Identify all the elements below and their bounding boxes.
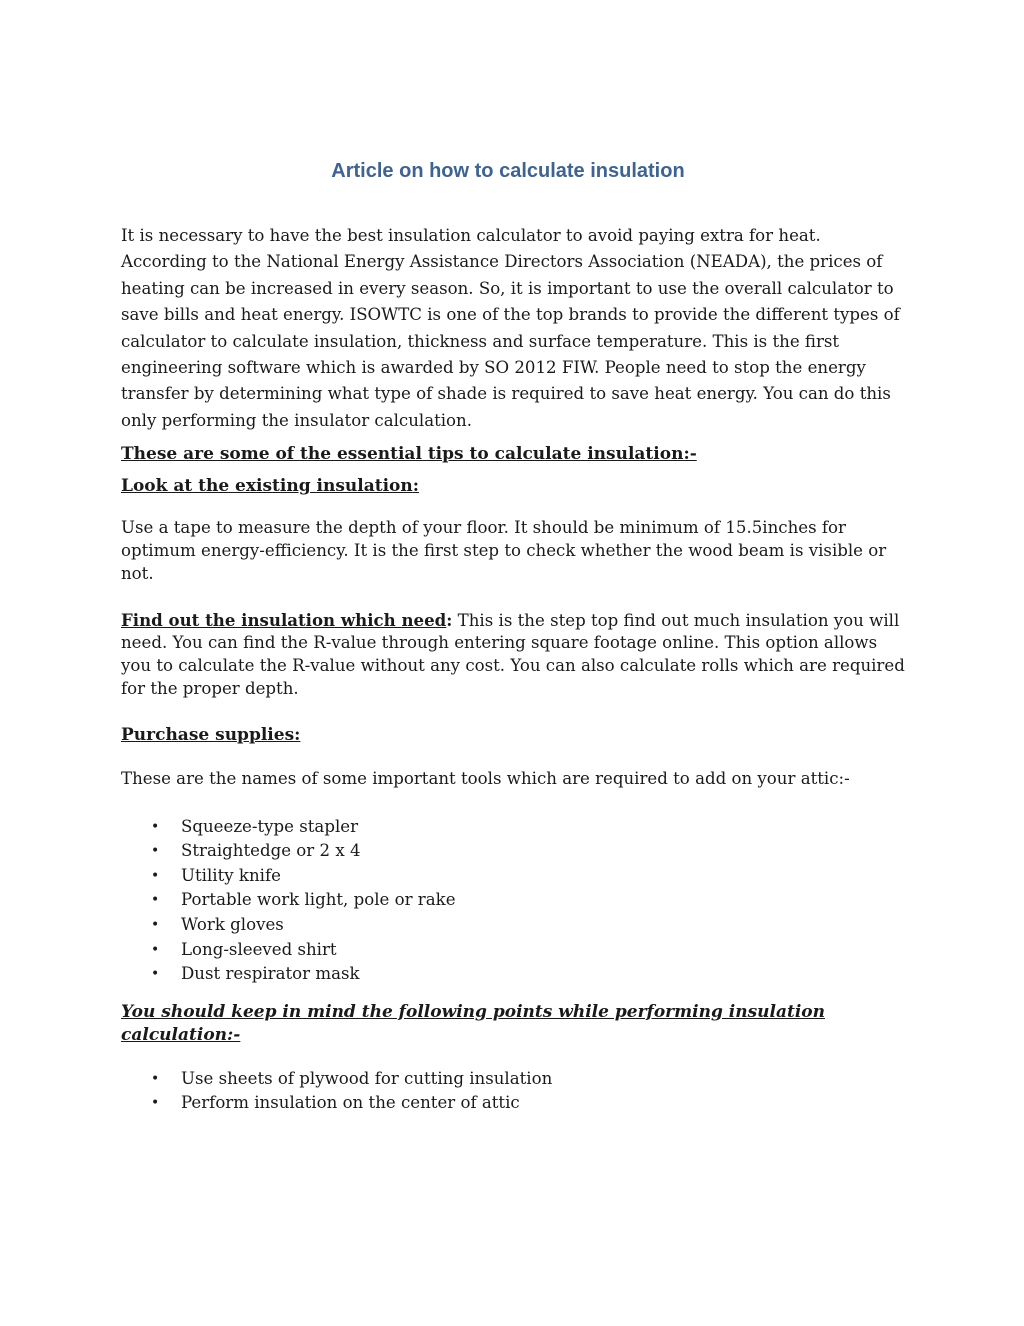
existing-insulation-heading-text: Look at the existing insulation — [121, 476, 413, 497]
tips-heading: These are some of the essential tips to calculate insulation:- — [121, 444, 697, 465]
purchase-supplies-body: These are the names of some important tools which are required to add on your attic:- — [121, 768, 850, 788]
list-item — [121, 888, 911, 913]
existing-insulation-heading-colon: : — [412, 476, 420, 497]
existing-insulation-heading — [121, 475, 911, 497]
list-item-text: Use sheets of plywood for cutting insulation — [181, 1068, 553, 1088]
find-out-colon: : — [446, 609, 453, 630]
bullet-icon: • — [151, 867, 160, 884]
bullet-icon: • — [151, 818, 160, 835]
find-out-lead: Find out the insulation which need — [121, 609, 447, 630]
list-item — [121, 864, 911, 889]
list-item-text: Work gloves — [181, 915, 284, 934]
bullet-icon: • — [151, 966, 160, 983]
list-item-text: Dust respirator mask — [181, 964, 360, 984]
bullet-icon: • — [151, 843, 160, 860]
keep-in-mind-heading: You should keep in mind the following points while performing insulation calculation:- — [121, 1001, 825, 1045]
list-item-text: Utility knife — [181, 865, 281, 885]
bullet-icon: • — [151, 1070, 160, 1087]
purchase-supplies-heading: Purchase supplies: — [121, 724, 301, 745]
existing-insulation-body: Use a tape to measure the depth of your floor. It should be minimum of 15.5inches for optimum energy-efficiency. It is the first step to check whether the wood beam is visible or not. — [121, 518, 887, 583]
article-title: Article on how to calculate insulation — [331, 160, 685, 182]
points-list — [121, 1067, 911, 1116]
find-out-paragraph — [121, 609, 911, 701]
list-item-text: Perform insulation on the center of attic — [181, 1093, 520, 1113]
list-item — [121, 1067, 911, 1092]
find-out-body: This is the step top find out much insulation you will need. You can find the R-value through entering square footage online. This option allows you to calculate the R-value without any cost. You can also calculate rolls which are required for the proper depth. — [121, 610, 905, 699]
bullet-icon: • — [151, 1095, 160, 1112]
intro-paragraph: It is necessary to have the best insulation calculator to avoid paying extra for heat. According to the National Energy Assistance Directors Association (NEADA), the prices of heating can be increased in every season. So, it is important to use the overall calculator to save bills and heat energy. ISOWTC is one of the top brands to provide the different types of calculator to calculate insulation, thickness and surface temperature. This is the first engineering software which is awarded by SO 2012 FIW. People need to stop the energy transfer by determining what type of shade is required to save heat energy. You can do this only performing the insulator calculation. — [121, 226, 900, 430]
bullet-icon: • — [151, 917, 160, 933]
list-item — [121, 815, 911, 840]
list-item — [121, 938, 911, 963]
list-item-text: Squeeze-type stapler — [181, 816, 359, 836]
list-item-text: Portable work light, pole or rake — [181, 890, 456, 910]
list-item-text: Straightedge or 2 x 4 — [181, 841, 361, 861]
document-page — [121, 160, 911, 1130]
bullet-icon: • — [151, 892, 160, 909]
tools-list — [121, 815, 911, 987]
list-item — [121, 839, 911, 864]
bullet-icon: • — [151, 941, 160, 958]
list-item — [121, 962, 911, 987]
list-item-text: Long-sleeved shirt — [181, 939, 337, 959]
list-item — [121, 1091, 911, 1116]
list-item — [121, 913, 911, 938]
